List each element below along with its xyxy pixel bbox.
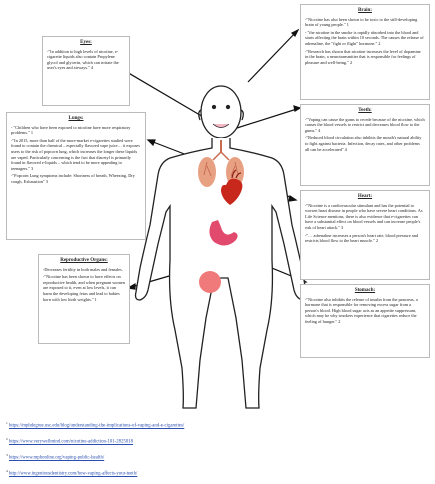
references-list — [6, 420, 426, 484]
reference-number: 3 — [6, 453, 8, 458]
reference-number: 1 — [6, 421, 8, 425]
stomach-text: -"Nicotine also inhibits the release of insulin from the pancreas, a hormone that is responsible for removing excess sugar from a person's blood. High blood sugar acts as an appetite suppressant, which may be why smokers experience that cigarettes reduce the feeling of hunger." 2 — [305, 296, 418, 324]
lungs-text-1: - "Children who have been exposed to nicotine have more respiratory problems." 1 — [11, 124, 131, 136]
eyes-title: Eyes: — [80, 40, 92, 45]
eyes-text: -"In addition to high levels of nicotine, e-cigarette liquids also contain Propylene glycol and glycerin, which can irritate the user's eyes and airways." 4 — [47, 48, 119, 71]
brain-title: Brain: — [358, 8, 372, 13]
stomach-title: Stomach: — [354, 288, 376, 293]
heart-text-1: -"Nicotine is a cardiovascular stimulant and has the potential to worsen heart disease in people who have severe heart conditions. As Life Science mentions, there is also evidence that e-cigarettes can have a substantial effect on blood vessels and can increase people's risk of heart attack." 3 — [305, 202, 423, 230]
stomach-section — [300, 284, 430, 358]
reference-item — [6, 436, 426, 446]
lungs-text-2: -"In 2015, more than half of the more-market e-cigarettes studied were found to contain the chemical – especially flavored vape juice… it exposes users to the risk of popcorn lung, which increases the longer these liquids are vaped. Particularly concerning is the fact that diacetyl is primarily found in flavored e-liquids – which tend to be more appealing to teenagers." 3 — [11, 137, 140, 171]
reproductive-organ — [199, 271, 221, 293]
reference-link[interactable]: https://www.mphonline.org/vaping-public-health/ — [8, 455, 105, 461]
teeth-text-2: -"Reduced blood circulation also inhibits the mouth's natural ability to fight against bacteria. Infection, decay rates, and other problems all can be accelerated" 4 — [305, 135, 422, 152]
reference-link[interactable]: https://mphdegree.usc.edu/blog/understanding-the-implications-of-vaping-and-e-cigarettes/ — [8, 423, 185, 429]
reference-item — [6, 468, 426, 478]
body-outline — [136, 86, 307, 408]
brain-section — [300, 4, 430, 100]
connector-teeth — [237, 108, 300, 128]
brain-text-3: -"Research has shown that nicotine increases the level of dopamine in the brain, a neurotransmitter that is responsible for feelings of pleasure and well-being." 2 — [305, 48, 421, 65]
reproductive-text-2: -"Nicotine has been shown to have effects on reproductive health, and when pregnant women are exposed to it, even at low levels, it can harm the developing fetus and lead to babies born with low birth weights." 1 — [43, 274, 125, 302]
reference-item — [6, 420, 426, 430]
reference-number: 2 — [6, 437, 8, 442]
reproductive-text-1: -Decreases fertility in both males and females. — [43, 266, 123, 272]
arrowhead-heart — [289, 196, 296, 201]
heart-text-2: -"… adrenaline increases a person's heart rate, blood pressure and restricts blood flow to the heart muscle." 2 — [305, 232, 419, 244]
lungs-section — [6, 112, 146, 240]
reference-number: 4 — [6, 469, 8, 474]
teeth-title: Teeth: — [358, 108, 372, 113]
reproductive-section — [38, 254, 130, 344]
heart-title: Heart: — [357, 194, 373, 199]
connector-eyes — [120, 68, 205, 118]
teeth-section — [300, 104, 430, 186]
brain-text-1: -"Nicotine has also been shown to be toxic to the still-developing brain of young people." 1 — [305, 16, 418, 28]
heart-section — [300, 190, 430, 280]
lungs-text-3: -"Popcorn Lung symptoms include: Shortness of breath, Wheezing, Dry cough, Exhaustion" 3 — [11, 173, 135, 184]
lungs-title: Lungs: — [68, 116, 84, 121]
arrowhead-lungs — [148, 140, 155, 145]
brain-text-2: - "the nicotine in the smoke is rapidly absorbed into the blood and starts affecting the brain within 10 seconds. The causes the release of adrenaline, the "fight or flight" hormone." 2 — [305, 29, 424, 46]
reference-link[interactable]: http://www.ingeniousdentistry.com/how-vaping-affects-your-teeth/ — [8, 471, 138, 477]
eyes-section — [42, 36, 130, 106]
connector-brain — [248, 30, 298, 82]
reference-item — [6, 452, 426, 462]
reference-link[interactable]: https://www.verywellmind.com/nicotine-addiction-101-2825018 — [8, 439, 134, 445]
teeth-text-1: -"Vaping can cause the gums to recede because of the nicotine, which causes the blood vessels to restrict and decreases blood flow to the gums." 4 — [305, 116, 425, 133]
reproductive-title: Reproductive Organs: — [60, 258, 108, 263]
